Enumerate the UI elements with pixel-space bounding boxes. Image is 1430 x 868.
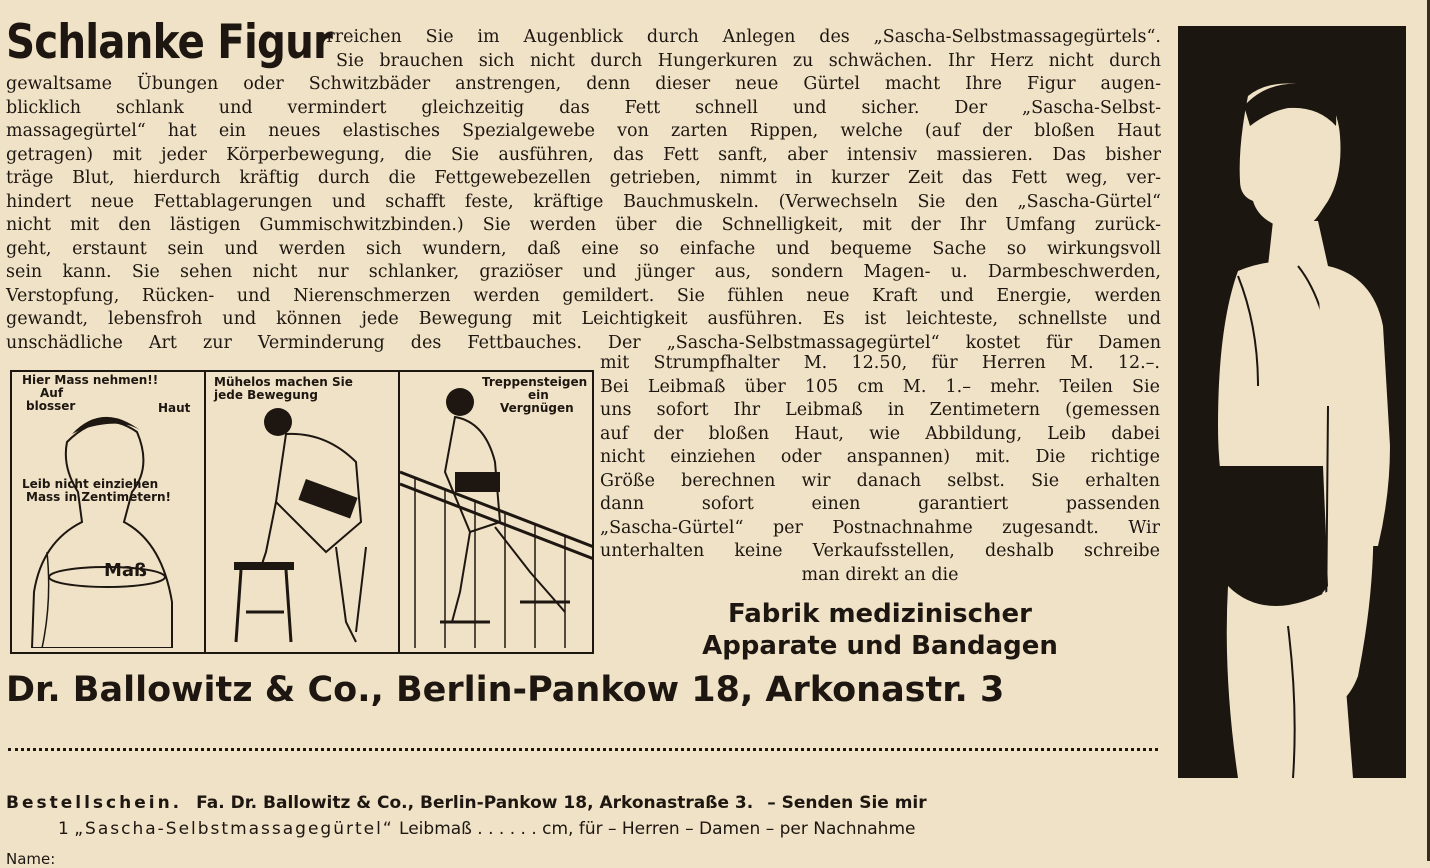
illustration-panels bbox=[10, 370, 594, 654]
order-form-header bbox=[6, 792, 1396, 814]
body-line: gewandt, lebensfroh und können jede Bewegung mit Leichtigkeit ausführen. Es ist leichteste, schnellste und bbox=[6, 309, 1161, 329]
factory-line-1: Fabrik medizinischer bbox=[727, 599, 1033, 629]
order-details: Leibmaß . . . . . . cm, für – Herren – Damen – per Nachnahme bbox=[399, 819, 916, 839]
caption-a: ein bbox=[528, 388, 549, 402]
order-name-label: Name: bbox=[6, 850, 56, 868]
order-product: „Sascha-Selbstmassagegürtel“ bbox=[74, 819, 394, 839]
headline: Schlanke Figur bbox=[6, 15, 333, 70]
order-form-label: Bestellschein. bbox=[6, 793, 183, 813]
price-line: „Sascha-Gürtel“ per Postnachnahme zugesandt. Wir bbox=[600, 517, 1160, 538]
company-address: Dr. Ballowitz & Co., Berlin-Pankow 18, Arkonastr. 3 bbox=[6, 670, 1005, 710]
caption-stairs: Treppensteigen bbox=[482, 375, 588, 389]
price-line: man direkt an die bbox=[801, 564, 959, 585]
caption-pleasure: Vergnügen bbox=[500, 401, 574, 415]
body-line: gewaltsame Übungen oder Schwitzbäder anstrengen, denn dieser neue Gürtel macht Ihre Figur augen- bbox=[6, 74, 1161, 94]
panel-movement bbox=[206, 372, 400, 652]
caption-do-not-pull-in: Leib nicht einziehen bbox=[22, 477, 159, 491]
price-text bbox=[600, 352, 1160, 587]
panel-stairs bbox=[400, 372, 592, 652]
body-line: Verstopfung, Rücken- und Nierenschmerzen werden gemildert. Sie fühlen neue Kraft und Energie, werden bbox=[6, 285, 1161, 306]
factory-name bbox=[600, 598, 1160, 662]
body-line: massagegürtel“ hat ein neues elastisches Spezialgewebe von zarten Rippen, welche (auf der bloßen Haut bbox=[6, 121, 1161, 141]
body-line: geht, erstaunt sein und werden sich wundern, daß eine so einfache und bequeme Sache so wirkungsvoll bbox=[6, 238, 1161, 259]
caption-on: Auf bbox=[40, 386, 64, 400]
body-line: nicht mit den lästigen Gummischwitzbinden.) Sie werden über die Schnelligkeit, mit der Ihr Umfang zurück- bbox=[6, 215, 1161, 235]
price-line: uns sofort Ihr Leibmaß in Zentimetern (gemessen bbox=[600, 400, 1160, 420]
caption-effortless: Mühelos machen Sie bbox=[214, 375, 353, 389]
body-line: Sie brauchen sich nicht durch Hungerkuren zu schwächen. Ihr Herz nicht durch bbox=[336, 50, 1161, 71]
body-line: träge Blut, hierdurch kräftig durch die Fettgewebezellen getrieben, nimmt in kurzer Zeit das Fett weg, ver- bbox=[6, 168, 1161, 188]
panel-measure bbox=[12, 372, 206, 652]
caption-centimeters: Mass in Zentimetern! bbox=[26, 490, 172, 504]
price-line: nicht einziehen oder anspannen) mit. Die richtige bbox=[600, 447, 1160, 467]
order-form-address: Fa. Dr. Ballowitz & Co., Berlin-Pankow 18, Arkonastraße 3. bbox=[196, 793, 754, 813]
caption-every-movement: jede Bewegung bbox=[214, 388, 318, 402]
standing-man-figure bbox=[1178, 26, 1406, 778]
price-line: Bei Leibmaß über 105 cm M. 1.– mehr. Teilen Sie bbox=[600, 376, 1160, 397]
price-line: auf der bloßen Haut, wie Abbildung, Leib dabei bbox=[600, 423, 1160, 444]
body-line: erreichen Sie im Augenblick durch Anlegen des „Sascha-Selbstmassagegürtels“. bbox=[316, 27, 1161, 47]
order-form-line bbox=[58, 818, 1348, 840]
order-quantity: 1 bbox=[58, 819, 69, 839]
bending-man-illustration bbox=[206, 372, 396, 648]
caption-skin: Haut bbox=[158, 401, 191, 415]
factory-line-2: Apparate und Bandagen bbox=[702, 631, 1058, 661]
body-line: hindert neue Fettablagerungen und schafft feste, kräftige Bauchmuskeln. (Verwechseln Sie den „Sascha-Gürtel“ bbox=[6, 191, 1161, 212]
body-line: blicklich schlank und vermindert gleichzeitig das Fett schnell und sicher. Der „Sascha-Selbst- bbox=[6, 97, 1161, 118]
order-form-tail: – Senden Sie mir bbox=[767, 793, 927, 813]
caption-measure-here: Hier Mass nehmen!! bbox=[22, 373, 159, 387]
body-text bbox=[6, 26, 1161, 355]
price-line: dann sofort einen garantiert passenden bbox=[600, 494, 1160, 514]
caption-bare: blosser bbox=[26, 399, 76, 413]
body-line: getragen) mit jeder Körperbewegung, die Sie ausführen, das Fett sanft, aber intensiv massieren. Das bisher bbox=[6, 144, 1161, 165]
cut-line bbox=[8, 748, 1158, 751]
price-line: unterhalten keine Verkaufsstellen, deshalb schreibe bbox=[600, 541, 1160, 561]
man-with-belt-illustration bbox=[1178, 26, 1406, 778]
body-line: unschädliche Art zur Verminderung des Fettbauches. Der „Sascha-Selbstmassagegürtel“ kostet für Damen bbox=[6, 332, 1161, 353]
caption-mass: Maß bbox=[104, 560, 148, 581]
price-line: Größe berechnen wir danach selbst. Sie erhalten bbox=[600, 470, 1160, 491]
price-line: mit Strumpfhalter M. 12.50, für Herren M. 12.–. bbox=[600, 353, 1160, 373]
body-line: sein kann. Sie sehen nicht nur schlanker, graziöser und jünger aus, sondern Magen- u. Darmbeschwerden, bbox=[6, 262, 1161, 282]
